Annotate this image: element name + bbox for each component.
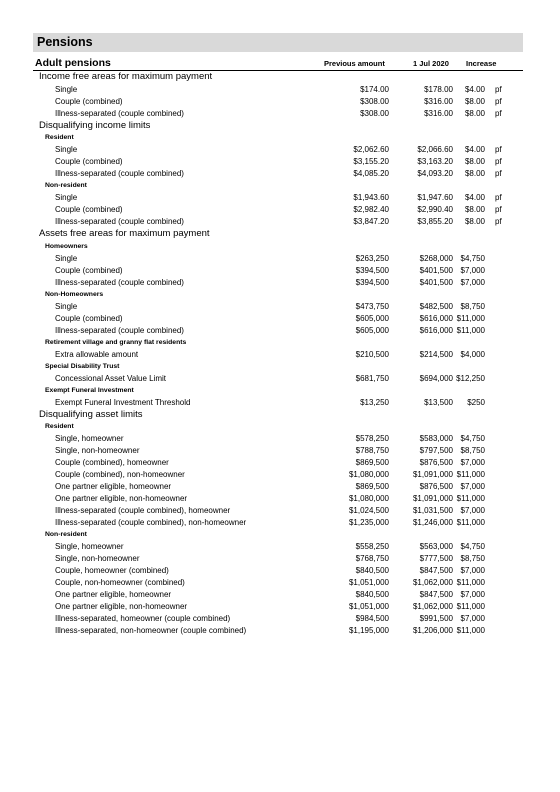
current-amount: $1,091,000 [412,470,453,479]
previous-amount: $1,051,000 [348,602,389,611]
increase-amount: $11,000 [456,602,485,611]
previous-amount: $1,943.60 [353,193,389,202]
previous-amount: $2,982.40 [353,205,389,214]
table-row [33,397,523,409]
row-label: Single [55,253,78,263]
row-label: Single [55,145,78,154]
row-label: Homeowners [45,242,88,250]
increase-amount: $8.00 [464,157,485,166]
subsection-heading [33,132,523,144]
table-row [33,433,523,445]
table-row [33,445,523,457]
table-title: Adult pensions [35,57,111,69]
row-label: Illness-separated, homeowner (couple combined) [55,614,231,623]
row-label: Special Disability Trust [45,362,120,370]
flag-note: pf [495,157,502,166]
previous-amount: $605,000 [355,325,389,335]
row-label: Assets free areas for maximum payment [39,228,210,239]
row-label: One partner eligible, non-homeowner [55,602,188,611]
current-amount: $583,000 [419,434,453,443]
increase-amount: $7,000 [460,506,485,515]
row-label: Illness-separated (couple combined), non-homeowner [55,518,247,527]
page-title: Pensions [33,33,523,52]
current-amount: $482,500 [419,301,453,311]
increase-amount: $11,000 [456,313,485,323]
row-label: Single, homeowner [55,434,124,443]
column-header-previous: Previous amount [324,59,385,68]
current-amount: $13,500 [424,397,453,407]
row-label: Illness-separated (couple combined), homeowner [55,506,231,515]
table-row [33,349,523,361]
previous-amount: $1,080,000 [348,470,389,479]
row-label: Illness-separated, non-homeowner (couple combined) [55,626,247,635]
table-row [33,301,523,313]
row-label: Single, non-homeowner [55,554,140,563]
table-row [33,577,523,589]
current-amount: $694,000 [419,373,453,383]
current-amount: $3,855.20 [417,217,453,226]
previous-amount: $3,155.20 [353,157,389,166]
increase-amount: $8.00 [464,108,485,118]
row-label: Non-Homeowners [45,290,104,298]
column-header-increase: Increase [466,59,497,68]
table-row [33,277,523,289]
previous-amount: $605,000 [355,313,389,323]
flag-note: pf [495,145,502,154]
increase-amount: $12,250 [456,373,485,383]
table-row [33,505,523,517]
row-label: Couple (combined) [55,313,123,323]
row-label: Couple (combined) [55,265,123,275]
current-amount: $616,000 [419,313,453,323]
table-row [33,553,523,565]
row-label: Single, non-homeowner [55,446,140,455]
row-label: Concessional Asset Value Limit [55,373,167,383]
row-label: Income free areas for maximum payment [39,71,213,82]
row-label: Illness-separated (couple combined) [55,169,184,178]
current-amount: $1,091,000 [412,494,453,503]
previous-amount: $210,500 [355,349,389,359]
section-heading [33,120,523,133]
current-amount: $2,066.60 [417,145,453,154]
current-amount: $1,246,000 [412,518,453,527]
previous-amount: $308.00 [360,96,389,106]
table-row [33,541,523,553]
table-row [33,216,523,228]
row-label: Illness-separated (couple combined) [55,325,184,335]
column-header-current: 1 Jul 2020 [413,59,449,68]
row-label: Illness-separated (couple combined) [55,277,184,287]
table-row [33,96,523,108]
current-amount: $401,500 [419,265,453,275]
increase-amount: $7,000 [460,265,485,275]
row-label: One partner eligible, homeowner [55,590,172,599]
current-amount: $3,163.20 [417,157,453,166]
row-label: Couple (combined), non-homeowner [55,470,185,479]
current-amount: $1,031,500 [412,506,453,515]
current-amount: $991,500 [419,614,453,623]
row-label: Resident [45,134,74,141]
row-label: Exempt Funeral Investment [45,386,134,394]
row-label: Illness-separated (couple combined) [55,217,184,226]
previous-amount: $3,847.20 [353,217,389,226]
subsection-heading [33,385,523,397]
current-amount: $876,500 [419,482,453,491]
flag-note: pf [495,84,502,94]
previous-amount: $1,051,000 [348,578,389,587]
table-row [33,204,523,216]
current-amount: $214,500 [419,349,453,359]
table-row [33,601,523,613]
previous-amount: $4,085.20 [353,169,389,178]
section-heading [33,71,523,84]
subsection-heading [33,529,523,541]
previous-amount: $263,250 [355,253,389,263]
current-amount: $268,000 [419,253,453,263]
row-label: Disqualifying asset limits [39,408,143,420]
table-row [33,373,523,385]
row-label: Couple (combined) [55,96,123,106]
table-row [33,144,523,156]
current-amount: $2,990.40 [417,205,453,214]
subsection-heading [33,361,523,373]
increase-amount: $7,000 [460,566,485,575]
subsection-heading [33,241,523,253]
table-row [33,469,523,481]
increase-amount: $4,750 [460,253,485,263]
increase-amount: $7,000 [460,277,485,287]
previous-amount: $2,062.60 [353,145,389,154]
previous-amount: $840,500 [355,566,389,575]
increase-amount: $8.00 [464,217,485,226]
table-row [33,325,523,337]
table-row [33,168,523,180]
previous-amount: $840,500 [355,590,389,599]
current-amount: $316.00 [424,108,453,118]
row-label: Single, homeowner [55,542,124,551]
previous-amount: $308.00 [360,108,389,118]
previous-amount: $13,250 [360,397,389,407]
previous-amount: $1,235,000 [348,518,389,527]
table-row [33,565,523,577]
increase-amount: $250 [467,397,485,407]
row-label: Resident [45,423,74,430]
current-amount: $1,206,000 [412,626,453,635]
pensions-page [33,33,523,637]
increase-amount: $8.00 [464,205,485,214]
increase-amount: $8,750 [460,301,485,311]
section-heading [33,409,523,422]
row-label: One partner eligible, non-homeowner [55,494,188,503]
increase-amount: $4,750 [460,434,485,443]
table-row [33,156,523,168]
flag-note: pf [495,193,502,202]
previous-amount: $1,024,500 [348,506,389,515]
table-row [33,517,523,529]
increase-amount: $4.00 [464,145,485,154]
increase-amount: $8,750 [460,446,485,455]
subsection-heading [33,289,523,301]
increase-amount: $8.00 [464,96,485,106]
flag-note: pf [495,205,502,214]
increase-amount: $11,000 [456,325,485,335]
current-amount: $1,947.60 [417,193,453,202]
table-row [33,457,523,469]
flag-note: pf [495,96,502,106]
row-label: Single [55,84,78,94]
row-label: Extra allowable amount [55,349,139,359]
flag-note: pf [495,108,502,118]
flag-note: pf [495,169,502,178]
rates-table [33,71,523,637]
flag-note: pf [495,217,502,226]
row-label: Couple (combined) [55,205,123,214]
increase-amount: $11,000 [456,494,485,503]
row-label: Disqualifying income limits [39,119,151,131]
previous-amount: $174.00 [360,84,389,94]
current-amount: $1,062,000 [412,578,453,587]
increase-amount: $7,000 [460,614,485,623]
increase-amount: $7,000 [460,458,485,467]
increase-amount: $7,000 [460,482,485,491]
previous-amount: $869,500 [355,482,389,491]
row-label: Couple, non-homeowner (combined) [55,578,185,587]
increase-amount: $4.00 [464,193,485,202]
previous-amount: $473,750 [355,301,389,311]
increase-amount: $4,000 [460,349,485,359]
previous-amount: $558,250 [355,542,389,551]
previous-amount: $869,500 [355,458,389,467]
previous-amount: $681,750 [355,373,389,383]
current-amount: $316.00 [424,96,453,106]
table-row [33,313,523,325]
table-row [33,625,523,637]
table-row [33,84,523,96]
table-row [33,253,523,265]
row-label: Couple (combined) [55,157,123,166]
row-label: Illness-separated (couple combined) [55,108,184,118]
row-label: Non-resident [45,182,87,189]
increase-amount: $11,000 [456,578,485,587]
table-row [33,265,523,277]
subsection-heading [33,180,523,192]
current-amount: $847,500 [419,566,453,575]
current-amount: $4,093.20 [417,169,453,178]
increase-amount: $4.00 [464,84,485,94]
previous-amount: $1,195,000 [348,626,389,635]
subsection-heading [33,421,523,433]
table-row [33,192,523,204]
row-label: Couple, homeowner (combined) [55,566,169,575]
current-amount: $178.00 [424,84,453,94]
increase-amount: $11,000 [456,518,485,527]
increase-amount: $7,000 [460,590,485,599]
current-amount: $847,500 [419,590,453,599]
increase-amount: $8.00 [464,169,485,178]
row-label: Single [55,193,78,202]
previous-amount: $788,750 [355,446,389,455]
current-amount: $777,500 [419,554,453,563]
increase-amount: $11,000 [456,470,485,479]
previous-amount: $394,500 [355,265,389,275]
previous-amount: $578,250 [355,434,389,443]
increase-amount: $8,750 [460,554,485,563]
increase-amount: $11,000 [456,626,485,635]
current-amount: $563,000 [419,542,453,551]
row-label: Exempt Funeral Investment Threshold [55,397,191,407]
table-row [33,493,523,505]
section-heading [33,228,523,241]
table-row [33,589,523,601]
current-amount: $797,500 [419,446,453,455]
row-label: Non-resident [45,531,87,538]
table-header [33,56,523,71]
previous-amount: $1,080,000 [348,494,389,503]
previous-amount: $768,750 [355,554,389,563]
current-amount: $616,000 [419,325,453,335]
row-label: Single [55,301,78,311]
previous-amount: $394,500 [355,277,389,287]
row-label: Retirement village and granny flat residents [45,338,187,346]
current-amount: $1,062,000 [412,602,453,611]
row-label: Couple (combined), homeowner [55,458,169,467]
table-row [33,613,523,625]
table-row [33,108,523,120]
increase-amount: $4,750 [460,542,485,551]
table-row [33,481,523,493]
row-label: One partner eligible, homeowner [55,482,172,491]
current-amount: $401,500 [419,277,453,287]
previous-amount: $984,500 [355,614,389,623]
subsection-heading [33,337,523,349]
current-amount: $876,500 [419,458,453,467]
